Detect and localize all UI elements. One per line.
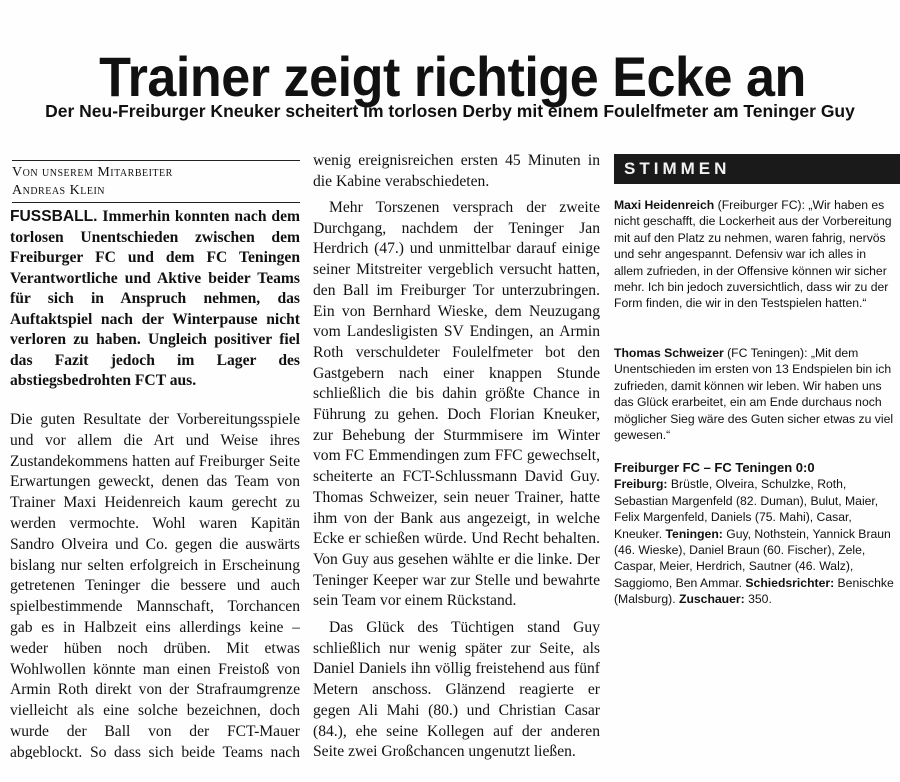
lead-kicker: FUSSBALL. xyxy=(10,208,98,225)
team2-label: Teningen: xyxy=(665,526,723,541)
lead-text: Immerhin konnten nach dem torlosen Unentschieden zwischen dem Freiburger FC und dem FC Teningen Verantwortliche und Aktive beider Teams für sich in Anspruch nehmen, das Auftaktspiel nach der Winterpause nicht verloren zu haben. Ungleich positiver fiel das Fazit jedoch im Lager des abstiegsbedrohten FCT aus. xyxy=(10,208,300,389)
attendance: 350. xyxy=(744,592,772,607)
body-paragraph-1-continued xyxy=(313,151,600,192)
body-paragraph-1-overflow: wenig ereignisreichen ersten 45 Minuten in die Kabine verabschiedeten. xyxy=(313,151,600,190)
article-column-2 xyxy=(313,151,600,763)
quote-text: „Wir haben es nicht geschafft, die Lockerheit aus der Vorbereitung mit auf den Platz zu nehmen, waren fahrig, nervös und sehr angespannt. Defensiv war ich alles in allem zufrieden, in der Offensive können wir sicher mehr. Ich bin jedoch zuversichtlich, dass wir zu der Form finden, die wir in den Testspielen hatten.“ xyxy=(614,198,892,311)
attendance-label: Zuschauer: xyxy=(679,592,745,607)
body-paragraph-1: Die guten Resultate der Vorbereitungsspiele und vor allem die Art und Weise ihres Zustandekommens hatten auf Freiburger Seite Erwartungen geweckt, denen das Team von Trainer Maxi Heidenreich kaum gerecht zu werden vermochte. Wohl waren Kapitän Sandro Olveira und Co. gegen die auswärts bislang nur selten erfolgreich in Erscheinung getretenen Teninger die bessere und auch spielbestimmende Mannschaft, Torchancen gab es in Halbzeit eins allerdings keine – weder hüben noch drüben. Mit etwas Wohlwollen könnte man einen Freistoß von Armin Roth direkt von der Strafraumgrenze vielleicht als eine solche bezeichnen, doch wurde der Ball von der FCT-Mauer abgeblockt. So dass sich beide Teams nach xyxy=(10,411,300,759)
match-result-box xyxy=(614,460,898,608)
quote-affiliation: (Freiburger FC): xyxy=(714,198,809,212)
quote-speaker: Maxi Heidenreich xyxy=(614,198,715,212)
byline-line1: Von unserem Mitarbeiter xyxy=(12,165,173,180)
result-title: Freiburger FC – FC Teningen 0:0 xyxy=(614,460,815,475)
quote-heidenreich xyxy=(614,197,898,312)
body-paragraph-2: Mehr Torszenen versprach der zweite Durchgang, nachdem der Teninger Jan Herdrich (47.) und unmittelbar darauf einige seiner Mitstreiter vergeblich versucht hatten, den Ball im Freiburger Tor unterzubringen. Ein von Bernhard Wieske, dem Neuzugang vom Landesligisten SV Endingen, an Armin Roth verschuldeter Foulelfmeter bot den Gastgebern nach einer knappen Stunde schließlich die bis dahin größte Chance in Führung zu gehen. Doch Florian Kneuker, zur Behebung der Sturmmisere im Winter vom FC Emmendingen zum FFC gewechselt, scheiterte an FCT-Schlussmann David Guy. Thomas Schweizer, sein neuer Trainer, hatte ihm von der Bank aus angezeigt, in welche Ecke er schießen würde. Und Recht behalten. Von Guy aus gesehen wählte er die linke. Der Teninger Keeper war zur Stelle und bewahrte sein Team vor einem Rückstand. xyxy=(313,199,600,610)
byline-author: Andreas Klein xyxy=(12,183,105,198)
lineups xyxy=(614,476,898,607)
team2-lineup: Guy, Nothstein, Yannick Braun (46. Wieske), Daniel Braun (60. Fischer), Zele, Caspar, Meier, Herdrich, Sautner (46. Walz), Saggiomo, Ben Ammar. xyxy=(614,526,891,590)
article-column-1 xyxy=(10,410,300,759)
byline xyxy=(12,164,302,200)
team1-lineup: Brüstle, Olveira, Schulzke, Roth, Sebastian Margenfeld (82. Duman), Bulut, Maier, Felix Margenfeld, Daniels (75. Mahi), Casar, Kneuker. xyxy=(614,477,879,541)
body-paragraph-3: Das Glück des Tüchtigen stand Guy schließlich nur wenig später zur Seite, als Daniel Daniels ihn völlig freistehend aus fünf Metern anschoss. Glänzend reagierte er gegen Ali Mahi (80.) und Christian Casar (84.), ehe seine Kollegen auf der anderen Seite zwei Großchancen ungenutzt ließen. xyxy=(313,619,600,761)
quote-text: „Mit dem Unentschieden im ersten von 13 Endspielen bin ich zufrieden, damit können wir leben. Wir haben uns das Glück erarbeitet, ein am Ende durchaus noch möglicher Sieg wäre des Guten sicher etwas zu viel gewesen.“ xyxy=(614,346,894,443)
quote-affiliation: (FC Teningen): xyxy=(723,346,811,360)
byline-rule-top xyxy=(12,160,300,161)
headline: Trainer zeigt richtige Ecke an xyxy=(99,44,806,108)
quote-speaker: Thomas Schweizer xyxy=(614,346,724,360)
stimmen-header-label: STIMMEN xyxy=(624,159,731,178)
referee: Benischke (Malsburg). xyxy=(614,575,894,607)
quote-schweizer xyxy=(614,345,898,443)
lead-paragraph xyxy=(10,207,300,392)
team1-label: Freiburg: xyxy=(614,477,668,492)
referee-label: Schiedsrichter: xyxy=(745,575,835,590)
byline-rule-bottom xyxy=(12,202,300,203)
subheadline: Der Neu-Freiburger Kneuker scheitert im torlosen Derby mit einem Foulelfmeter am Teninger Guy xyxy=(45,101,855,121)
